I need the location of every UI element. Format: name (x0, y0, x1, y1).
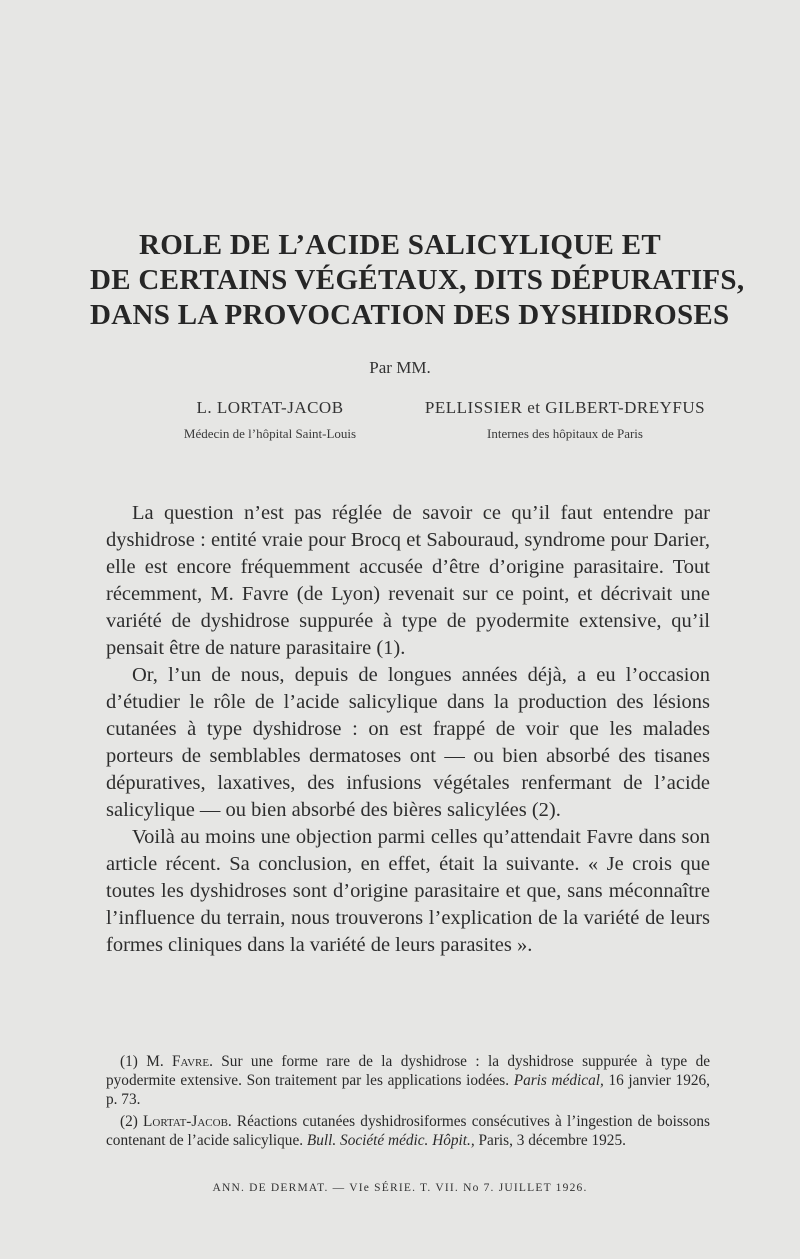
footnote-rest: 16 janvier 1926, p. 73. (106, 1072, 710, 1108)
body-paragraph-1: La question n’est pas réglée de savoir ce qu’il faut entendre par dyshidrose : entité vraie pour Brocq et Sabouraud, syndrome pour Darier, elle est encore fréquemment accusée d’être d’origine parasitaire. Tout récemment, M. Favre (de Lyon) revenait sur ce point, et décrivait une variété de dyshidrose suppurée à type de pyodermite extensive, qu’il pensait être de nature parasitaire (1). (106, 502, 710, 659)
body-paragraph-2: Or, l’un de nous, depuis de longues années déjà, a eu l’occasion d’étudier le rôle de l’acide salicylique dans la production des lésions cutanées à type dyshidrose : on est frappé de voir que les malades porteurs de semblables dermatoses ont — ou bien absorbé des tisanes dépuratives, laxatives, des infusions végétales renfermant de l’acide salicylique — ou bien absorbé des bières salicylées (2). (106, 664, 710, 821)
footnote-text: Réactions cutanées dyshidrosiformes consécutives à l’ingestion de boissons contenant de l’acide salicylique. (106, 1113, 711, 1149)
body-paragraph-3: Voilà au moins une objection parmi celles qu’attendait Favre dans son article récent. Sa conclusion, en effet, était la suivante. « Je crois que toutes les dyshidroses sont d’origine parasitaire et que, sans méconnaître l’influence du terrain, nous trouverons l’explication de la variété de leurs formes cliniques dans la variété de leurs parasites ». (106, 826, 710, 956)
article-body (106, 500, 710, 959)
footnote-2 (106, 1112, 710, 1150)
author-block-2 (400, 398, 730, 442)
footnotes (106, 1052, 710, 1153)
footnote-author: Lortat-Jacob. (143, 1113, 232, 1130)
author-name: L. LORTAT-JACOB (196, 398, 344, 417)
article-title (90, 228, 745, 333)
footnote-source: Bull. Société médic. Hôpit., (306, 1132, 475, 1149)
byline: Par MM. (369, 358, 431, 377)
author-block-1 (140, 398, 400, 442)
author-affiliation: Internes des hôpitaux de Paris (487, 426, 643, 441)
footnote-1 (106, 1052, 710, 1109)
footnote-marker: (1) (120, 1053, 138, 1070)
author-affiliation: Médecin de l’hôpital Saint-Louis (183, 426, 357, 441)
title-line-2: DE CERTAINS VÉGÉTAUX, DITS DÉPURATIFS, (90, 264, 745, 296)
footnote-text: Sur une forme rare de la dyshidrose : la dyshidrose suppurée à type de pyodermite extensive. Son traitement par les applications iodées. (106, 1053, 711, 1089)
footnote-marker: (2) (120, 1113, 138, 1130)
title-line-3: DANS LA PROVOCATION DES DYSHIDROSES (90, 299, 730, 331)
footnote-rest: Paris, 3 décembre 1925. (474, 1132, 626, 1149)
footnote-author: M. Favre. (146, 1053, 213, 1070)
journal-footer: ANN. DE DERMAT. — VIe SÉRIE. T. VII. No 7. JUILLET 1926. (212, 1182, 588, 1194)
footnote-source: Paris médical, (513, 1072, 604, 1089)
author-name: PELLISSIER et GILBERT-DREYFUS (424, 398, 706, 417)
title-line-1: ROLE DE L’ACIDE SALICYLIQUE ET (138, 229, 661, 261)
